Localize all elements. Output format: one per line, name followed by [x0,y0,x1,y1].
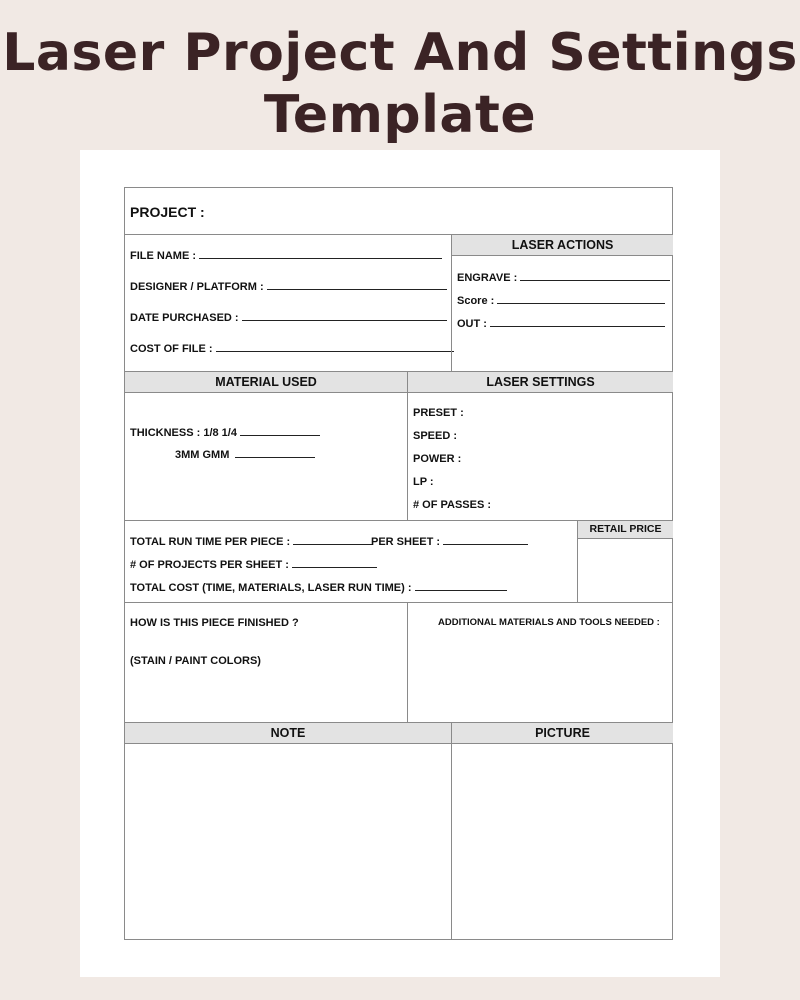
additional-materials-label: ADDITIONAL MATERIALS AND TOOLS NEEDED : [438,617,660,628]
out-field[interactable] [457,317,665,330]
run-time-line[interactable] [293,535,373,545]
laser-actions-header: LASER ACTIONS [452,235,673,256]
picture-section [451,722,672,939]
thickness2-line[interactable] [235,448,315,458]
thickness2-field[interactable] [175,448,315,461]
note-area[interactable] [125,744,451,940]
total-cost-line[interactable] [415,581,507,591]
material-used-section [125,371,407,520]
cost-of-file-line[interactable] [216,342,454,352]
passes-label: # OF PASSES : [413,499,492,511]
picture-header: PICTURE [452,723,673,744]
finish-section[interactable] [125,602,407,722]
total-cost-field[interactable] [130,581,507,594]
project-label: PROJECT : [130,204,205,220]
thickness-label: THICKNESS : 1/8 1/4 [130,427,237,439]
projects-per-sheet-field[interactable] [130,558,377,571]
preset-label: PRESET : [413,407,464,419]
engrave-line[interactable] [520,271,670,281]
date-purchased-field[interactable] [130,311,447,324]
note-header: NOTE [125,723,451,744]
material-used-header: MATERIAL USED [125,372,407,393]
costs-section [125,520,577,602]
project-form [124,187,673,940]
additional-materials-section[interactable] [407,602,672,722]
date-purchased-line[interactable] [242,311,447,321]
power-label: POWER : [413,453,462,465]
retail-price-section [577,520,672,602]
engrave-label: ENGRAVE : [457,272,518,284]
finish-question: HOW IS THIS PIECE FINISHED ? [130,617,299,629]
laser-actions-section [451,235,672,371]
page-title [0,22,800,146]
cost-of-file-label: COST OF FILE : [130,343,213,355]
projects-per-sheet-label: # OF PROJECTS PER SHEET : [130,559,289,571]
total-cost-label: TOTAL COST (TIME, MATERIALS, LASER RUN TIME) : [130,582,412,594]
picture-area[interactable] [452,744,673,940]
note-section [125,722,451,939]
file-name-line[interactable] [199,249,442,259]
file-info-section [125,235,451,371]
engrave-field[interactable] [457,271,670,284]
score-label: Score : [457,295,495,307]
file-name-label: FILE NAME : [130,250,196,262]
cost-of-file-field[interactable] [130,342,454,355]
run-time-field[interactable] [130,535,373,548]
thickness-line[interactable] [240,426,320,436]
designer-field[interactable] [130,280,447,293]
per-sheet-line[interactable] [443,535,528,545]
designer-label: DESIGNER / PLATFORM : [130,281,264,293]
out-label: OUT : [457,318,487,330]
projects-per-sheet-line[interactable] [292,558,377,568]
run-time-label: TOTAL RUN TIME PER PIECE : [130,536,291,548]
laser-settings-section [407,371,672,520]
retail-price-header: RETAIL PRICE [578,521,673,539]
per-sheet-field[interactable] [371,535,528,548]
lp-label: LP : [413,476,434,488]
per-sheet-label: PER SHEET : [371,536,441,548]
date-purchased-label: DATE PURCHASED : [130,312,239,324]
thickness-field[interactable] [130,426,320,439]
retail-price-input[interactable] [578,539,673,602]
speed-label: SPEED : [413,430,458,442]
thickness2-label: 3MM GMM [175,449,230,461]
laser-settings-header: LASER SETTINGS [408,372,673,393]
out-line[interactable] [490,317,665,327]
stain-paint-label: (STAIN / PAINT COLORS) [130,655,261,667]
page-title-line-1: Laser Project And Settings [2,23,798,83]
file-name-field[interactable] [130,249,442,262]
designer-line[interactable] [267,280,447,290]
template-sheet [80,150,720,977]
score-line[interactable] [497,294,665,304]
project-row [125,188,672,235]
score-field[interactable] [457,294,665,307]
page-title-line-2: Template [263,85,537,145]
